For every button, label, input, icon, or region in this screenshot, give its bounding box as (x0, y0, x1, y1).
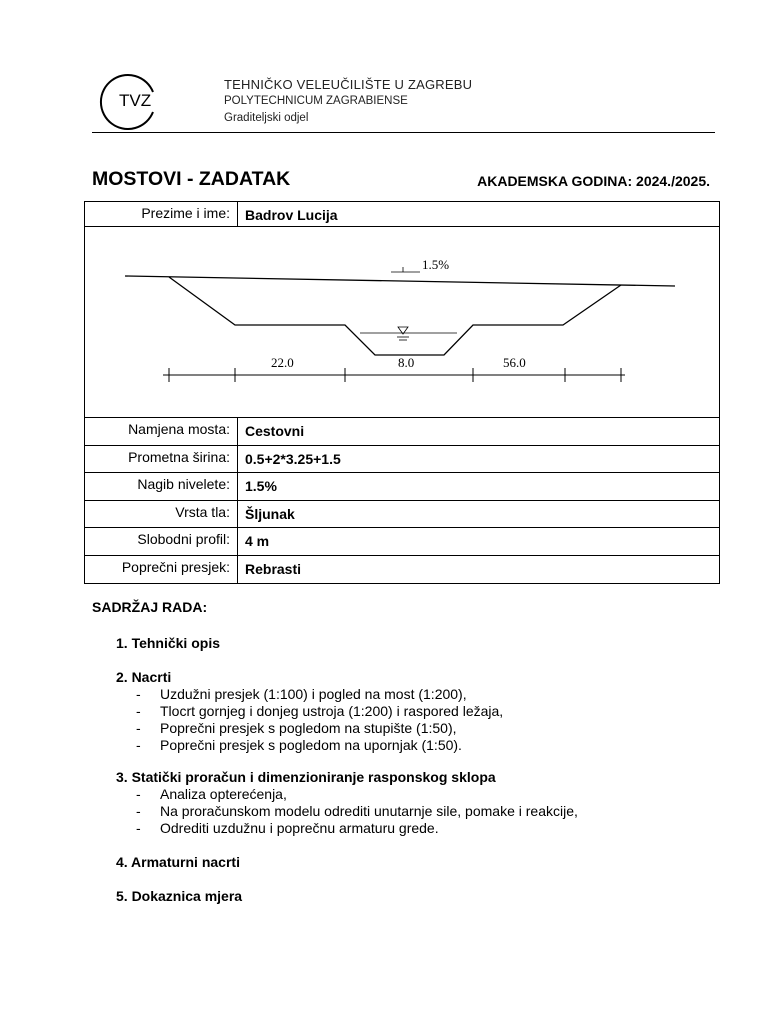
slope-label: 1.5% (422, 257, 450, 272)
section-2: 2. Nacrti (116, 669, 172, 685)
table-row (85, 418, 719, 446)
list-item: - Uzdužni presjek (1:100) i pogled na most (1:200), (136, 686, 467, 702)
assignment-table (84, 201, 720, 584)
dimension-label-middle: 8.0 (398, 355, 415, 370)
list-item: - Poprečni presjek s pogledom na upornjak (1:50). (136, 737, 462, 753)
institution-block (224, 76, 472, 127)
row-value: 0.5+2*3.25+1.5 (245, 450, 341, 467)
list-item: - Poprečni presjek s pogledom na stupište (1:50), (136, 720, 457, 736)
tvz-logo (95, 70, 165, 130)
academic-year: AKADEMSKA GODINA: 2024./2025. (477, 173, 710, 189)
row-value: 4 m (245, 533, 270, 549)
table-row (85, 528, 719, 556)
name-row (85, 202, 719, 227)
row-label: Poprečni presjek: (85, 556, 238, 584)
dimension-label-right: 56.0 (503, 355, 526, 370)
institution-latin-name: POLYTECHNICUM ZAGRABIENSE (224, 95, 408, 107)
grade-line (125, 276, 675, 286)
row-value: Rebrasti (245, 560, 302, 577)
table-row (85, 556, 719, 584)
cross-section-drawing (85, 227, 719, 418)
institution-name: TEHNIČKO VELEUČILIŠTE U ZAGREBU (224, 77, 473, 92)
row-label: Nagib nivelete: (85, 473, 238, 500)
list-item: - Analiza opterećenja, (136, 786, 287, 802)
page-title: MOSTOVI - ZADATAK (92, 168, 291, 190)
department-name: Graditeljski odjel (224, 112, 309, 124)
section-1: 1. Tehnički opis (116, 635, 220, 651)
row-label: Namjena mosta: (85, 418, 238, 445)
section-3: 3. Statički proračun i dimenzioniranje rasponskog sklopa (116, 769, 496, 785)
logo-text: TVZ (119, 91, 152, 110)
table-row (85, 446, 719, 474)
dimension-label-left: 22.0 (271, 355, 294, 370)
name-value: Badrov Lucija (245, 207, 338, 223)
row-value: 1.5% (245, 478, 277, 494)
section-4: 4. Armaturni nacrti (116, 854, 240, 870)
row-value: Cestovni (245, 423, 305, 439)
content-heading (92, 599, 732, 615)
name-label: Prezime i ime: (85, 202, 238, 226)
list-item: - Tlocrt gornjeg i donjeg ustroja (1:200) i raspored ležaja, (136, 703, 504, 719)
terrain-profile (169, 277, 621, 355)
list-item: - Na proračunskom modelu odrediti unutarnje sile, pomake i reakcije, (136, 803, 578, 819)
table-row (85, 473, 719, 501)
row-label: Prometna širina: (85, 446, 238, 473)
row-label: Vrsta tla: (85, 501, 238, 528)
header-rule (92, 132, 715, 133)
section-heading: SADRŽAJ RADA: (92, 599, 208, 615)
list-item: - Odrediti uzdužnu i poprečnu armaturu grede. (136, 820, 439, 836)
table-row (85, 501, 719, 529)
section-5: 5. Dokaznica mjera (116, 888, 243, 904)
row-value: Šljunak (245, 505, 295, 522)
row-label: Slobodni profil: (85, 528, 238, 555)
